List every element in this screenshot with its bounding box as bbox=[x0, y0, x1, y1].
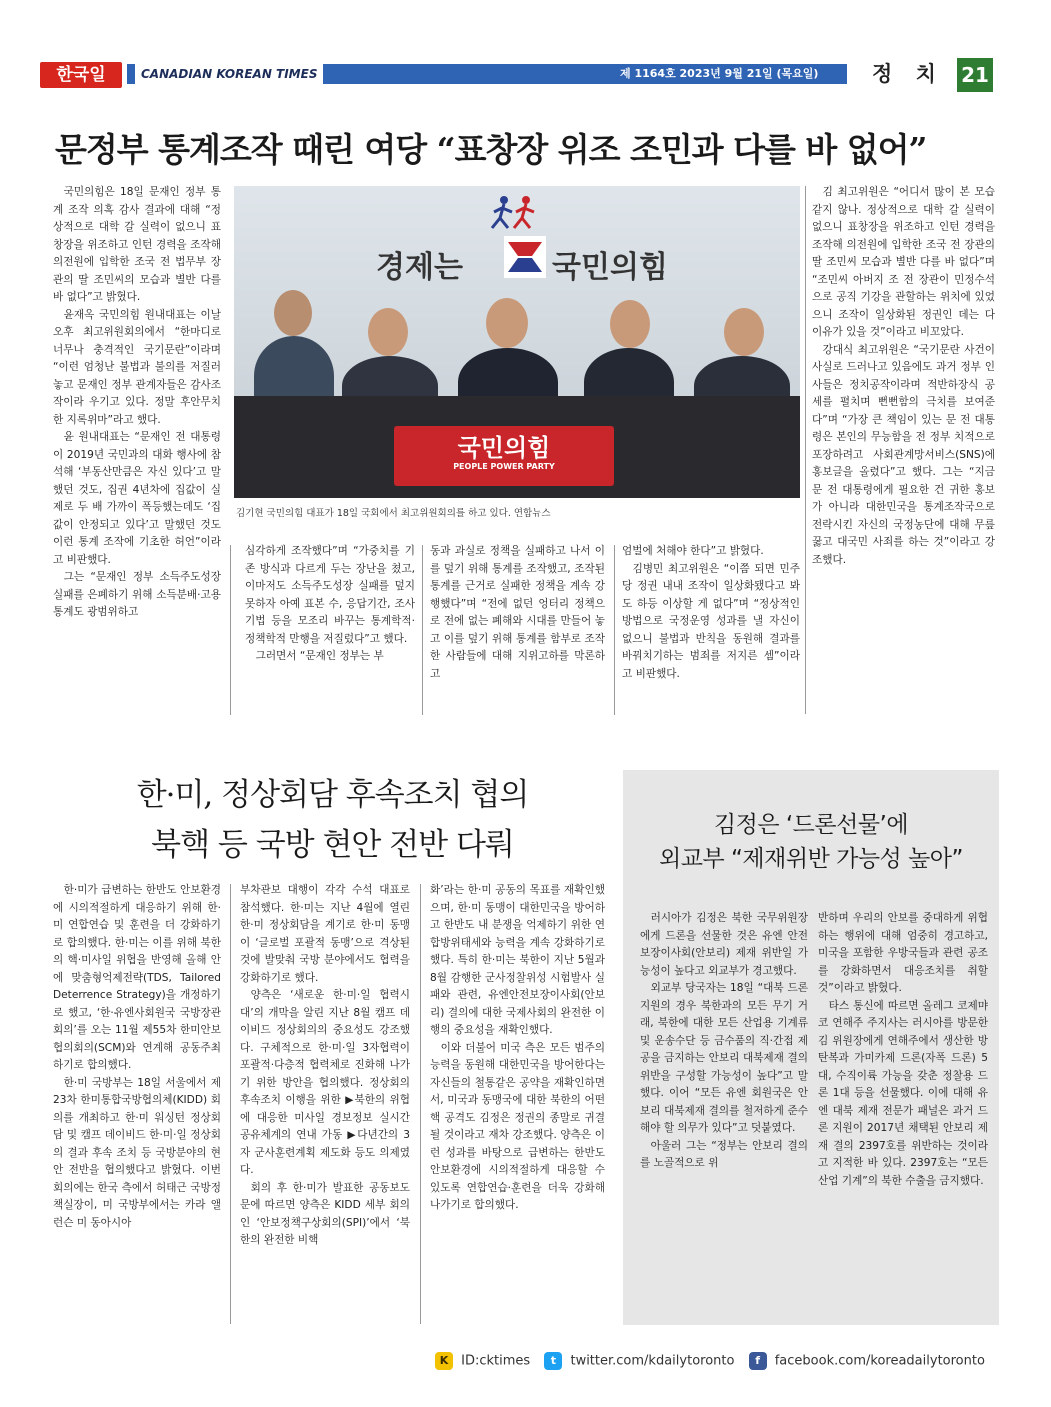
podium-banner bbox=[394, 426, 614, 486]
article2-column-2 bbox=[240, 882, 410, 1250]
paragraph: 외교부 당국자는 18일 “대북 드론 지원의 경우 북한과의 모든 무기 거래, 북한에 대한 모든 산업용 기계류 및 운송수단 등 금수품의 직·간접 제공을 금지하는 안보리 대북제재 결의 위반을 구성할 가능성이 높다”고 말했다. 이어 “모든 유엔 회원국은 안보리 대북제재 결의를 철저하게 준수해야 할 의무가 있다”고 덧붙였다. bbox=[640, 982, 808, 1134]
newspaper-logo: 한국일 bbox=[40, 62, 122, 88]
person-head bbox=[486, 298, 528, 348]
person-head bbox=[274, 290, 312, 336]
footer-social bbox=[425, 1352, 985, 1370]
section-title: 정 치 bbox=[872, 62, 944, 86]
podium-banner-subtext: PEOPLE POWER PARTY bbox=[453, 462, 555, 471]
twitter-link[interactable]: twitter.com/kdailytoronto bbox=[570, 1353, 735, 1369]
issue-date: 제 1164호 2023년 9월 21일 (목요일) bbox=[620, 67, 819, 80]
paragraph: 윤재옥 국민의힘 원내대표는 이날 오후 최고위원회의에서 “한마디로 너무나 충격적인 국기문란”이라며 “이런 엄청난 불법과 불의를 저질러놓고 문재인 정부 관계자들은 감사조작이라 우기고 있다. 정말 후안무치한 지록위마”라고 했다. bbox=[53, 308, 221, 426]
photo-slogan: 경제는 bbox=[376, 250, 463, 285]
article1-headline: 문정부 통계조작 때린 여당 “표창장 위조 조민과 다를 바 없어” bbox=[55, 130, 927, 169]
paragraph: 부차관보 대행이 각각 수석 대표로 참석했다. 한·미는 지난 4월에 열린 한·미 정상회담을 계기로 한·미 동맹이 ‘글로벌 포괄적 동맹’으로 격상된 것에 발맞춰 국방 분야에서도 협력을 강화하기로 했다. bbox=[240, 884, 410, 984]
column-divider bbox=[230, 545, 231, 715]
column-divider bbox=[805, 186, 806, 714]
runner-graphic bbox=[484, 194, 544, 234]
facebook-icon: f bbox=[749, 1352, 767, 1370]
column-divider bbox=[614, 545, 615, 715]
paragraph: 그러면서 “문재인 정부는 부 bbox=[255, 650, 384, 662]
paragraph: 타스 통신에 따르면 올레그 코제먀코 연해주 주지사는 러시아를 방문한 김 위원장에게 연해주에서 생산한 방탄복과 가미카제 드론(자폭 드론) 5대, 수직이륙 가능을 갖춘 정찰용 드론 1대 등을 선물했다. 이에 대해 유엔 대북 제재 전문가 패널은 과거 드론 지원이 2017년 채택된 안보리 제재 결의 2397호를 위반하는 것이라고 지적한 바 있다. 2397호는 “모든 산업 기계”의 북한 수출을 금지했다. bbox=[818, 999, 988, 1187]
paragraph: 국민의힘은 18일 문재인 정부 통계 조작 의혹 감사 결과에 대해 “정상적으로 대학 갈 실력이 없으니 표창장을 위조하고 인턴 경력을 조작해 의전원에 입학한 조국 전 법무부 장관의 딸 조민씨의 모습과 별반 다를 바 없다”고 밝혔다. bbox=[53, 186, 221, 303]
person-head bbox=[610, 300, 650, 348]
article1-photo bbox=[234, 186, 800, 498]
kakao-id[interactable]: ID:cktimes bbox=[461, 1353, 531, 1369]
photo-caption: 김기현 국민의힘 대표가 18일 국회에서 최고위원회의를 하고 있다. 연합뉴스 bbox=[236, 508, 551, 519]
article3-headline-line1: 김정은 ‘드론선물’에 bbox=[713, 812, 909, 838]
paragraph: 김 최고위원은 “어디서 많이 본 모습 같지 않나. 정상적으로 대학 갈 실력이 없으니 표창장을 위조하고 인턴 경력을 조작해 의전원에 입학한 조국 전 장관의 딸 조민씨 모습과 별반 다를 바 없다”며 “조민씨 아버지 조 전 장관이 민정수석으로 공직 기강을 관할하는 위치에 있었으니 조작이 일상화된 정권인 데는 다 이유가 있을 것”이라고 비꼬았다. bbox=[812, 186, 995, 338]
paragraph: 양측은 ‘새로운 한·미·일 협력시대’의 개막을 알린 지난 8월 캠프 데이비드 정상회의의 중요성도 강조했다. 구체적으로 한·미·일 3자협력이 포괄적·다층적 협력체로 진화해 나가기 위한 방안을 협의했다. 정상회의 후속조치 이행을 위한 ▶북한의 위협에 대응한 미사일 경보정보 실시간 공유체계의 연내 가동 ▶다년간의 3자 군사훈련계획 제도화 등도 의제였다. bbox=[240, 989, 410, 1176]
article1-column-4 bbox=[430, 543, 605, 683]
paragraph: 러시아가 김정은 북한 국무위원장에게 드론을 선물한 것은 유엔 안전보장이사회(안보리) 제재 위반일 가능성이 높다고 외교부가 경고했다. bbox=[640, 912, 808, 977]
twitter-icon: t bbox=[544, 1352, 562, 1370]
person-head bbox=[724, 308, 764, 356]
article3-headline bbox=[623, 808, 999, 876]
paragraph: 김병민 최고위원은 “이쯤 되면 민주당 정권 내내 조작이 일상화됐다고 봐도 하등 이상할 게 없다”며 “정상적인 방법으로 국정운영 성과를 낼 자신이 없으니 불법과 반칙을 동원해 결과를 바꿔치기하는 범죄를 저지른 셈”이라고 비판했다. bbox=[622, 562, 800, 680]
paragraph: 동과 과실로 정책을 실패하고 나서 이를 덮기 위해 통계를 조작했고, 조작된 통계를 근거로 실패한 정책을 계속 강행했다”며 “전에 없던 엉터리 정책으로 전에 없는 폐해와 시대를 만들어 놓고 이를 덮기 위해 통계를 함부로 조작한 사람들에 대해 지위고하를 막론하고 bbox=[430, 545, 605, 680]
article1-column-5 bbox=[622, 543, 800, 683]
article2-column-3 bbox=[430, 882, 605, 1215]
article2-headline bbox=[60, 770, 605, 870]
article2-headline-line2: 북핵 등 국방 현안 전반 다뤄 bbox=[151, 827, 514, 863]
facebook-link[interactable]: facebook.com/koreadailytoronto bbox=[774, 1353, 985, 1369]
article1-column-3 bbox=[245, 543, 415, 666]
article2-column-1 bbox=[53, 882, 221, 1232]
paragraph: 강대식 최고위원은 “국기문란 사건이 사실로 드러나고 있음에도 과거 정부 인사들은 정치공작이라며 적반하장식 공세를 펼치며 뻔뻔함의 극치를 보여준다”며 “가장 큰 책임이 있는 문 전 대통령은 본인의 무능함을 전 정부 치적으로 포장하려고 사회관계망서비스(SNS)에 홍보글을 올렸다”고 했다. 그는 “지금 문 전 대통령에게 필요한 건 귀한 홍보가 아니라 대한민국을 통계조작국으로 전락시킨 자신의 국정농단에 대해 무릎 꿇고 대국민 사죄를 하는 것”이라고 강조했다. bbox=[812, 343, 995, 566]
column-divider bbox=[230, 884, 231, 1324]
paragraph: 윤 원내대표는 “문재인 전 대통령이 2019년 국민과의 대화 행사에 참석해 ‘부동산만큼은 자신 있다’고 말했던 것도, 집권 4년차에 집값이 실제로 두 배 가까이 폭등했는데도 ‘집값이 안정되고 있다’고 말했던 것도 이런 통계 조작에 기초한 허언”이라고 비판했다. bbox=[53, 431, 221, 566]
column-divider bbox=[422, 545, 423, 715]
page-number: 21 bbox=[957, 58, 993, 92]
paragraph: 심각하게 조작했다”며 “가중치를 기존 방식과 다르게 두는 장난을 쳤고, 이마저도 소득주도성장 실패를 덮지 못하자 아예 표본 수, 응답기간, 조사기법 등을 모조리 바꾸는 통계학적·정책학적 만행을 저질렀다”고 했다. bbox=[245, 545, 415, 645]
paragraph: 화’라는 한·미 공동의 목표를 재확인했으며, 한·미 동맹이 대한민국을 방어하고 한반도 내 분쟁을 억제하기 위한 연합방위태세와 능력을 계속 강화하기로 했다. 특히 한·미는 북한이 지난 5월과 8월 감행한 군사정찰위성 시험발사 실패와 관련, 유엔안전보장이사회(안보리) 결의에 대한 국제사회의 완전한 이행의 중요성을 재확인했다. bbox=[430, 884, 605, 1036]
article2-headline-line1: 한·미, 정상회담 후속조치 협의 bbox=[136, 777, 529, 813]
paragraph: 그는 “문재인 정부 소득주도성장 실패를 은폐하기 위해 소득분배·고용 통계도 광범위하고 bbox=[53, 571, 221, 618]
podium-banner-text: 국민의힘 bbox=[457, 434, 551, 462]
paragraph: 한·미 국방부는 18일 서울에서 제23차 한미통합국방협의체(KIDD) 회의를 개최하고 한·미 워싱턴 정상회담 및 캠프 데이비드 한·미·일 정상회의 결과 후속 조치 등 국방분야의 현안 전반을 협의했다고 밝혔다. 이번 회의에는 한국 측에서 허태근 국방정책실장이, 미 국방부에서는 카라 앨런슨 미 동아시아 bbox=[53, 1076, 221, 1229]
party-mark-icon bbox=[502, 234, 548, 280]
article1-column-1 bbox=[53, 184, 221, 622]
article3-headline-line2: 외교부 “제재위반 가능성 높아” bbox=[659, 846, 963, 872]
photo-party-name: 국민의힘 bbox=[552, 250, 668, 285]
paragraph: 아울러 그는 “정부는 안보리 결의를 노골적으로 위 bbox=[640, 1139, 808, 1169]
paragraph: 회의 후 한·미가 발표한 공동보도문에 따르면 양측은 KIDD 세부 회의인 ‘안보정책구상회의(SPI)’에서 ‘북한의 완전한 비핵 bbox=[240, 1181, 410, 1246]
paragraph: 이와 더불어 미국 측은 모든 범주의 능력을 동원해 대한민국을 방어한다는 자신들의 철통같은 공약을 재확인하면서, 미국과 동맹국에 대한 북한의 어떤 핵 공격도 김정은 정권의 종말로 귀결될 것이라고 재차 강조했다. 양측은 이런 성과를 바탕으로 급변하는 한반도 안보환경에 시의적절하게 대응할 수 있도록 연합연습·훈련을 더욱 강화해 나가기로 합의했다. bbox=[430, 1041, 605, 1211]
paragraph: 한·미가 급변하는 한반도 안보환경에 시의적절하게 대응하기 위해 한·미 연합연습 및 훈련을 더 강화하기로 합의했다. 한·미는 이를 위해 북한의 핵·미사일 위협을 반영해 올해 안에 맞춤형억제전략(TDS, Tailored Deterrence Strategy)을 개정하기로 했고, ‘한·유엔사회원국 국방장관회의’를 오는 11월 제55차 한미안보협의회의(SCM)와 연계해 공동주최하기로 합의했다. bbox=[53, 884, 221, 1071]
article3-column-2 bbox=[818, 910, 988, 1190]
paragraph: 엄벌에 처해야 한다”고 밝혔다. bbox=[622, 545, 764, 557]
article1-column-right bbox=[812, 184, 995, 569]
paragraph: 반하며 우리의 안보를 중대하게 위협하는 행위에 대해 엄중히 경고하고, 미국을 포함한 우방국들과 관련 공조를 강화하면서 대응조치를 취할 것”이라고 밝혔다. bbox=[818, 912, 988, 994]
paper-name-en: CANADIAN KOREAN TIMES bbox=[135, 64, 323, 84]
person-head bbox=[368, 308, 408, 356]
article3-column-1 bbox=[640, 910, 808, 1173]
kakao-icon: K bbox=[435, 1352, 453, 1370]
column-divider bbox=[420, 884, 421, 1324]
